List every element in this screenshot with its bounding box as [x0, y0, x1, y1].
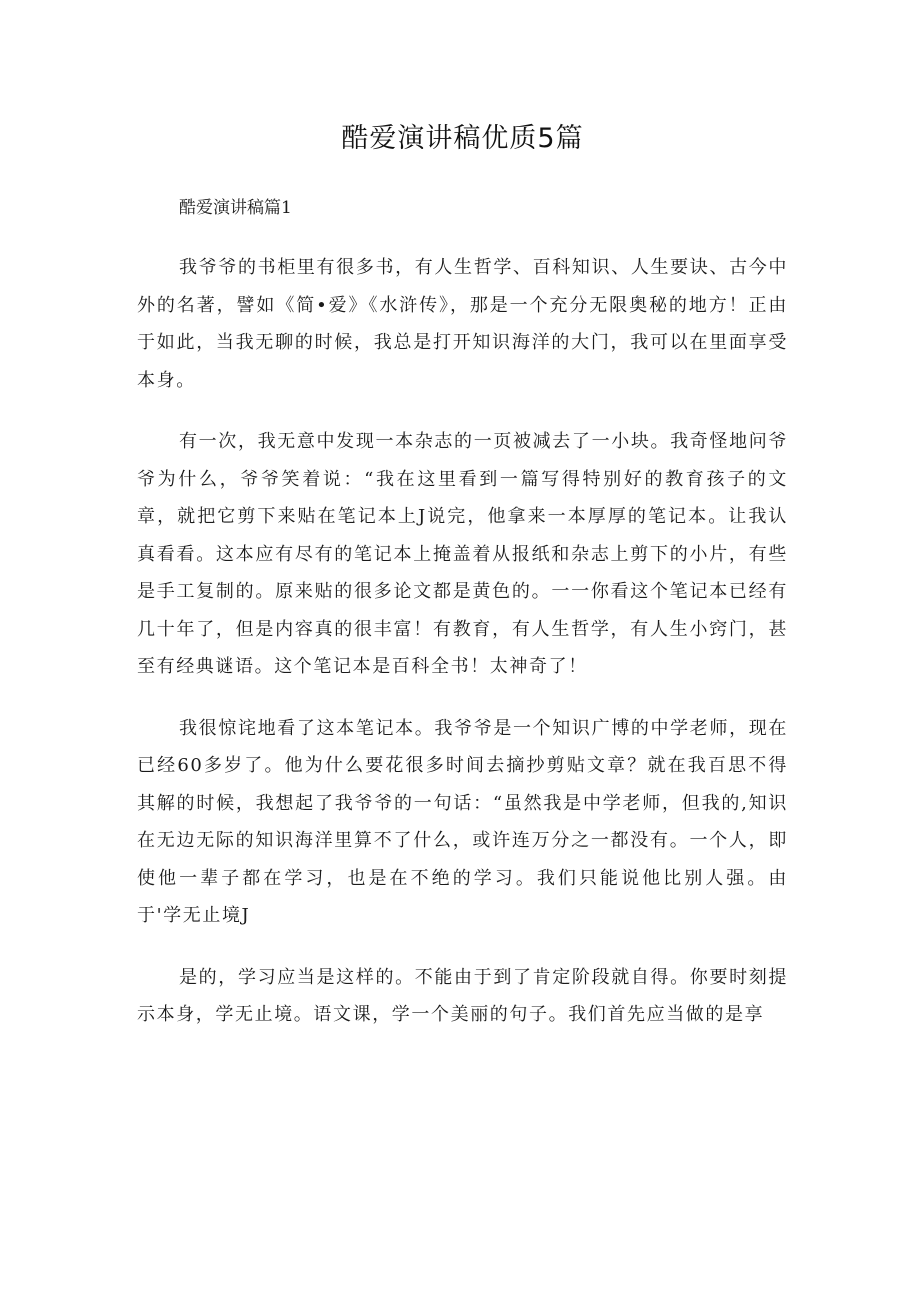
section-heading: 酷爱演讲稿篇1 [179, 198, 292, 218]
paragraph-1: 我爷爷的书柜里有很多书，有人生哲学、百科知识、人生要诀、古今中外的名著，譬如《简•爱》《水浒传》，那是一个充分无限奥秘的地方！正由于如此，当我无聊的时候，我总是打开知识海洋的大门，我可以在里面享受本身。 [137, 257, 788, 391]
document-title: 酷爱演讲稿优质5篇 [341, 123, 584, 154]
paragraph-4: 是的，学习应当是这样的。不能由于到了肯定阶段就自得。你要时刻提示本身，学无止境。语文课，学一个美丽的句子。我们首先应当做的是享 [137, 966, 788, 1025]
paragraph-2: 有一次，我无意中发现一本杂志的一页被减去了一小块。我奇怪地问爷爷为什么，爷爷笑着说：“我在这里看到一篇写得特别好的教育孩子的文章，就把它剪下来贴在笔记本上J说完，他拿来一本厚厚的笔记本。让我认真看看。这本应有尽有的笔记本上掩盖着从报纸和杂志上剪下的小片，有些是手工复制的。原来贴的很多论文都是黄色的。一一你看这个笔记本已经有几十年了，但是内容真的很丰富！有教育，有人生哲学，有人生小窍门，甚至有经典谜语。这个笔记本是百科全书！太神奇了！ [137, 431, 788, 677]
paragraph-3: 我很惊诧地看了这本笔记本。我爷爷是一个知识广博的中学老师，现在已经60多岁了。他为什么要花很多时间去摘抄剪贴文章？就在我百思不得其解的时候，我想起了我爷爷的一句话：“虽然我是中学老师，但我的,知识在无边无际的知识海洋里算不了什么，或许连万分之一都没有。一个人，即使他一辈子都在学习，也是在不绝的学习。我们只能说他比别人强。由于'学无止境J [137, 717, 788, 926]
